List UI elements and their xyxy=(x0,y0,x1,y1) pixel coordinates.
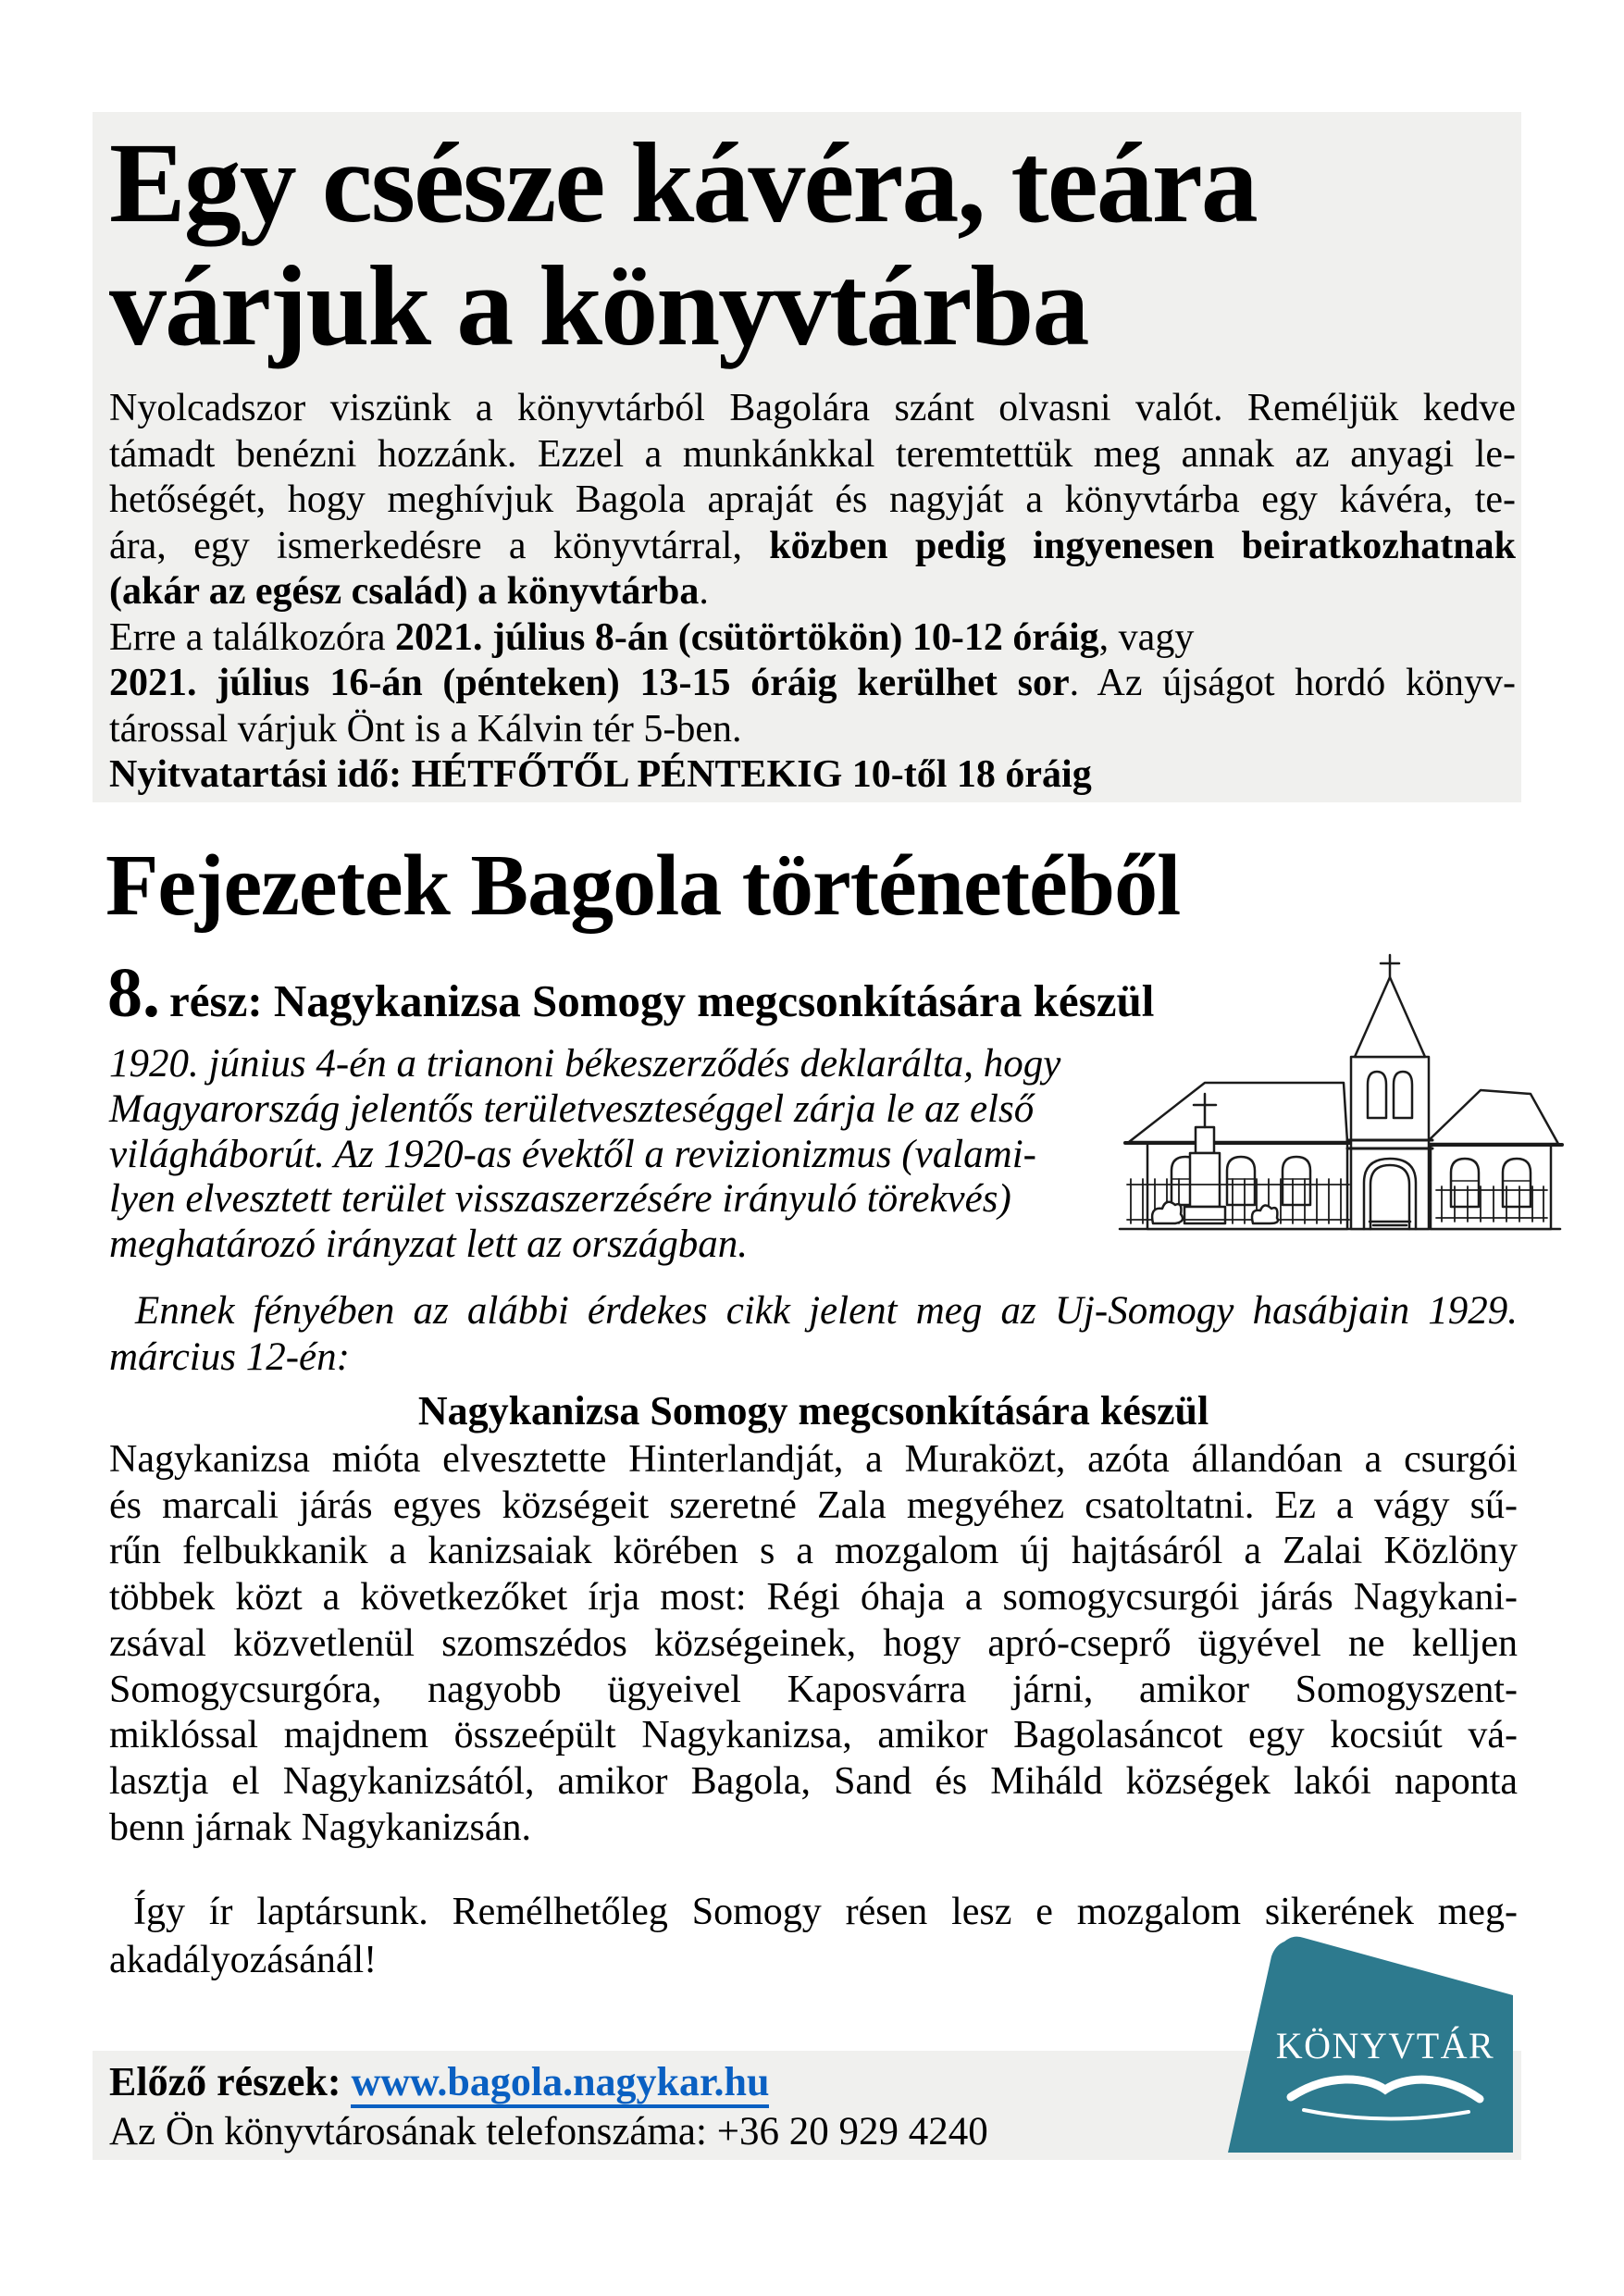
text-line xyxy=(109,569,1516,615)
text-segment: Magyarország jelentős területveszteséggel zárja le az első xyxy=(109,1086,1035,1131)
text-segment: meghatározó irányzat lett az országban. xyxy=(109,1222,749,1267)
text-line xyxy=(109,1759,1518,1806)
text-segment: , vagy xyxy=(1098,615,1195,659)
text-segment: támadt benézni hozzánk. Ezzel a munkánkkal teremtettük meg annak az anyagi le- xyxy=(109,432,1516,476)
text-segment: Így ír laptársunk. Remélhetőleg Somogy résen lesz e mozgalom sikerének meg- xyxy=(133,1891,1518,1933)
text-segment: március 12-én: xyxy=(109,1335,350,1379)
section-title: Fejezetek Bagola történetéből xyxy=(105,838,1181,934)
text-segment-bold: Nyitvatartási idő: HÉTFŐTŐL PÉNTEKIG 10-től 18 óráig xyxy=(109,753,1092,796)
part-number: 8. xyxy=(107,954,160,1032)
text-segment: hetőségét, hogy meghívjuk Bagola apraját és nagyját a könyvtárba egy kávéra, te- xyxy=(109,478,1516,521)
library-logo xyxy=(1226,1936,1520,2153)
text-line xyxy=(109,1042,1090,1087)
page-title-line-2: várjuk a könyvtárba xyxy=(109,242,1088,369)
text-segment: lasztja el Nagykanizsától, amikor Bagola, Sand és Miháld községek lakói naponta xyxy=(109,1759,1518,1803)
text-line xyxy=(109,1437,1518,1483)
text-line xyxy=(109,707,1516,753)
text-line xyxy=(109,1529,1518,1575)
text-line xyxy=(109,1713,1518,1759)
text-line xyxy=(109,1621,1518,1668)
text-line xyxy=(109,386,1516,432)
text-line xyxy=(109,1334,1518,1381)
text-line xyxy=(109,1177,1090,1222)
text-segment-bold: 2021. július 8-án (csütörtökön) 10-12 óráig xyxy=(394,615,1099,659)
text-segment: miklóssal majdnem összeépült Nagykanizsa, amikor Bagolasáncot egy kocsiút vá- xyxy=(109,1714,1518,1757)
text-line xyxy=(109,524,1516,570)
text-line xyxy=(109,432,1516,478)
text-line xyxy=(109,615,1516,662)
text-segment: tárossal várjuk Önt is a Kálvin tér 5-ben. xyxy=(109,707,742,751)
text-line xyxy=(109,1668,1518,1714)
article-heading: Nagykanizsa Somogy megcsonkítására készül xyxy=(417,1388,1209,1433)
intro-continuation xyxy=(109,1288,1518,1381)
text-line xyxy=(109,661,1516,707)
text-segment-bold: 2021. július 16-án (pénteken) 13-15 óráig kerülhet sor xyxy=(109,662,1070,704)
previous-parts-link[interactable]: www.bagola.nagykar.hu xyxy=(351,2059,769,2108)
text-segment: Nagykanizsa mióta elvesztette Hinterlandját, a Muraközt, azóta állandóan a csurgói xyxy=(109,1438,1518,1481)
text-segment: és marcali járás egyes községeit szeretné Zala megyéhez csatoltatni. Ez a vágy sű- xyxy=(109,1483,1518,1527)
text-segment: akadályozásánál! xyxy=(109,1939,378,1981)
text-segment: Ennek fényében az alábbi érdekes cikk jelent meg az Uj-Somogy hasábjain 1929. xyxy=(135,1289,1518,1333)
text-line xyxy=(109,1806,1518,1852)
text-segment: benn járnak Nagykanizsán. xyxy=(109,1806,531,1849)
text-segment: Nyolcadszor viszünk a könyvtárból Bagolára szánt olvasni valót. Reméljük kedve xyxy=(109,387,1516,429)
text-line xyxy=(109,752,1516,799)
text-segment: . Az újságot hordó könyv- xyxy=(1069,662,1516,704)
part-title: rész: Nagykanizsa Somogy megcsonkítására készül xyxy=(169,975,1155,1026)
previous-parts-label: Előző részek: xyxy=(109,2059,352,2104)
text-line xyxy=(109,1133,1090,1178)
header-section xyxy=(93,112,1521,802)
text-segment: többek közt a következőket írja most: Régi óhaja a somogycsurgói járás Nagykani- xyxy=(109,1576,1518,1620)
text-line xyxy=(109,1222,1090,1268)
header-paragraph xyxy=(109,386,1516,799)
text-segment: . xyxy=(699,570,709,613)
part-heading xyxy=(107,953,1154,1034)
text-segment: zsával közvetlenül szomszédos községeinek, hogy apró-cseprő ügyével ne kelljen xyxy=(109,1621,1518,1665)
text-segment: rűn felbukkanik a kanizsaiak körében s a mozgalom új hajtásáról a Zalai Közlöny xyxy=(109,1530,1518,1573)
text-segment: 1920. június 4-én a trianoni békeszerződés deklarálta, hogy xyxy=(109,1042,1061,1086)
text-segment: világháborút. Az 1920-as évektől a revizionizmus (valami- xyxy=(109,1132,1036,1176)
text-segment: Erre a találkozóra xyxy=(109,615,395,659)
page-title xyxy=(109,121,1516,367)
logo-wordmark: KÖNYVTÁR xyxy=(1275,2025,1495,2066)
church-illustration xyxy=(1112,946,1568,1247)
text-segment-bold: közben pedig ingyenesen beiratkozhatnak xyxy=(769,524,1516,567)
text-line xyxy=(109,478,1516,524)
text-line xyxy=(109,1087,1090,1133)
text-line xyxy=(109,1575,1518,1621)
librarian-phone-line: Az Ön könyvtárosának telefonszáma: +36 20 929 4240 xyxy=(109,2110,988,2153)
trianon-intro-paragraph xyxy=(109,1042,1090,1268)
text-line xyxy=(109,1288,1518,1334)
text-segment: Somogycsurgóra, nagyobb ügyeivel Kaposvárra járni, amikor Somogyszent- xyxy=(109,1668,1518,1711)
page-title-line-1: Egy csésze kávéra, teára xyxy=(109,119,1257,246)
text-line xyxy=(109,1888,1518,1936)
text-line xyxy=(109,1483,1518,1530)
article-paragraph xyxy=(109,1437,1518,1851)
text-segment: lyen elvesztett terület visszaszerzésére irányuló törekvés) xyxy=(109,1177,1011,1222)
text-segment-bold: (akár az egész család) a könyvtárba xyxy=(109,570,700,613)
text-segment: ára, egy ismerkedésre a könyvtárral, xyxy=(109,524,770,567)
